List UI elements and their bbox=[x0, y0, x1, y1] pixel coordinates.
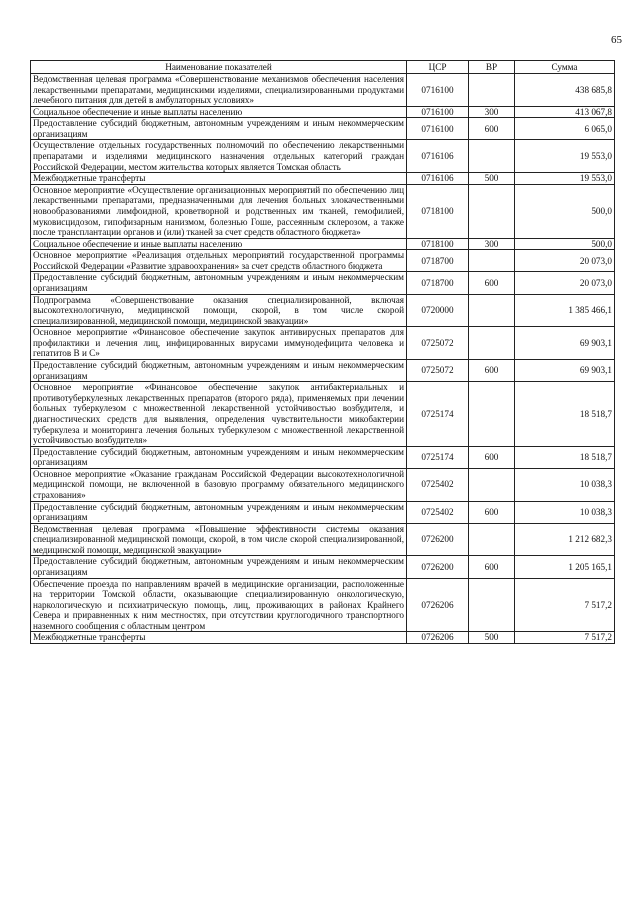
budget-table bbox=[30, 60, 615, 644]
table-row bbox=[31, 140, 615, 173]
row-sum: 1 212 682,3 bbox=[515, 523, 615, 556]
row-sum: 18 518,7 bbox=[515, 446, 615, 468]
row-name: Подпрограмма «Совершенствование оказания специализированной, включая высокотехнологичную, медицинской помощи, скорой, в том числе скорой специализированной, медицинской помощи, медицинской эвакуации» bbox=[31, 294, 407, 327]
row-sum: 413 067,8 bbox=[515, 106, 615, 118]
row-code: 0718100 bbox=[407, 238, 469, 250]
table-row bbox=[31, 118, 615, 140]
row-sum: 18 518,7 bbox=[515, 382, 615, 446]
table-row bbox=[31, 632, 615, 644]
row-code: 0725402 bbox=[407, 468, 469, 501]
row-vr: 500 bbox=[469, 173, 515, 185]
table-row bbox=[31, 272, 615, 294]
row-code: 0716100 bbox=[407, 118, 469, 140]
row-name: Основное мероприятие «Реализация отдельных мероприятий государственной программы Российской Федерации «Развитие здравоохранения» за счет средств областного бюджета bbox=[31, 250, 407, 272]
row-sum: 1 205 165,1 bbox=[515, 556, 615, 578]
row-name: Основное мероприятие «Осуществление организационных мероприятий по обеспечению лиц лекарственными препаратами, предназначенными для лечения больных злокачественными новообразованиями лимфоидной, кроветворной и родственных им тканей, гемофилией, муковисцидозом, гипофизарным нанизмом, болезнью Гоше, рассеянным склерозом, а также после трансплантации органов и (или) тканей за счет средств областного бюджета» bbox=[31, 184, 407, 238]
row-sum: 20 073,0 bbox=[515, 272, 615, 294]
row-name: Предоставление субсидий бюджетным, автономным учреждениям и иным некоммерческим организациям bbox=[31, 272, 407, 294]
row-code: 0725402 bbox=[407, 501, 469, 523]
row-code: 0726206 bbox=[407, 632, 469, 644]
row-vr: 500 bbox=[469, 632, 515, 644]
row-code: 0716100 bbox=[407, 106, 469, 118]
header-name: Наименование показателей bbox=[31, 61, 407, 74]
row-vr bbox=[469, 184, 515, 238]
table-row bbox=[31, 556, 615, 578]
row-code: 0716100 bbox=[407, 74, 469, 107]
table-row bbox=[31, 382, 615, 446]
table-row bbox=[31, 578, 615, 632]
row-sum: 500,0 bbox=[515, 238, 615, 250]
row-code: 0725174 bbox=[407, 446, 469, 468]
row-sum: 500,0 bbox=[515, 184, 615, 238]
table-row bbox=[31, 523, 615, 556]
row-code: 0725072 bbox=[407, 360, 469, 382]
row-code: 0716106 bbox=[407, 173, 469, 185]
table-header bbox=[31, 61, 615, 74]
row-code: 0720000 bbox=[407, 294, 469, 327]
table-row bbox=[31, 294, 615, 327]
table-row bbox=[31, 250, 615, 272]
table-row bbox=[31, 468, 615, 501]
row-name: Предоставление субсидий бюджетным, автономным учреждениям и иным некоммерческим организациям bbox=[31, 501, 407, 523]
page-number: 65 bbox=[611, 34, 622, 46]
row-name: Основное мероприятие «Финансовое обеспечение закупок антибактериальных и противотуберкулезных лекарственных препаратов (второго ряда), применяемых при лечении больных туберкулезом с множественной лекарственной устойчивостью возбудителя, и диагностических средств для выявления, определения чувствительности микобактерии туберкулеза и мониторинга лечения больных туберкулезом с множественной лекарственной устойчивостью возбудителя» bbox=[31, 382, 407, 446]
row-sum: 10 038,3 bbox=[515, 468, 615, 501]
table-row bbox=[31, 238, 615, 250]
row-vr bbox=[469, 523, 515, 556]
row-name: Межбюджетные трансферты bbox=[31, 173, 407, 185]
row-vr: 600 bbox=[469, 272, 515, 294]
table-row bbox=[31, 501, 615, 523]
table-body bbox=[31, 74, 615, 644]
row-name: Предоставление субсидий бюджетным, автономным учреждениям и иным некоммерческим организациям bbox=[31, 556, 407, 578]
row-name: Предоставление субсидий бюджетным, автономным учреждениям и иным некоммерческим организациям bbox=[31, 118, 407, 140]
table-row bbox=[31, 184, 615, 238]
row-vr bbox=[469, 382, 515, 446]
row-sum: 7 517,2 bbox=[515, 632, 615, 644]
row-vr bbox=[469, 327, 515, 360]
row-vr: 600 bbox=[469, 446, 515, 468]
header-sum: Сумма bbox=[515, 61, 615, 74]
row-name: Социальное обеспечение и иные выплаты населению bbox=[31, 238, 407, 250]
table-row bbox=[31, 173, 615, 185]
row-code: 0718100 bbox=[407, 184, 469, 238]
row-name: Обеспечение проезда по направлениям врачей в медицинские организации, расположенные на территории Томской области, оказывающие специализированную онкологическую, наркологическую и психиатрическую помощь, лиц, проживающих в районах Крайнего Севера и приравненных к ним местностях, при отсутствии круглогодичного транспортного наземного сообщения с областным центром bbox=[31, 578, 407, 632]
row-vr bbox=[469, 74, 515, 107]
row-sum: 19 553,0 bbox=[515, 140, 615, 173]
row-code: 0725072 bbox=[407, 327, 469, 360]
row-code: 0718700 bbox=[407, 250, 469, 272]
row-code: 0726206 bbox=[407, 578, 469, 632]
row-code: 0718700 bbox=[407, 272, 469, 294]
table-row bbox=[31, 327, 615, 360]
row-sum: 10 038,3 bbox=[515, 501, 615, 523]
header-row bbox=[31, 61, 615, 74]
row-sum: 20 073,0 bbox=[515, 250, 615, 272]
row-sum: 6 065,0 bbox=[515, 118, 615, 140]
row-name: Ведомственная целевая программа «Совершенствование механизмов обеспечения населения лекарственными препаратами, медицинскими изделиями, специализированными продуктами лечебного питания для детей в амбулаторных условиях» bbox=[31, 74, 407, 107]
row-sum: 7 517,2 bbox=[515, 578, 615, 632]
row-name: Ведомственная целевая программа «Повышение эффективности системы оказания специализированной медицинской помощи, скорой, в том числе скорой специализированной, медицинской помощи, медицинской эвакуации» bbox=[31, 523, 407, 556]
header-code: ЦСР bbox=[407, 61, 469, 74]
row-code: 0716106 bbox=[407, 140, 469, 173]
row-vr: 600 bbox=[469, 118, 515, 140]
table-row bbox=[31, 446, 615, 468]
row-sum: 19 553,0 bbox=[515, 173, 615, 185]
row-vr: 300 bbox=[469, 106, 515, 118]
row-code: 0726200 bbox=[407, 556, 469, 578]
header-vr: ВР bbox=[469, 61, 515, 74]
row-sum: 1 385 466,1 bbox=[515, 294, 615, 327]
row-name: Основное мероприятие «Финансовое обеспечение закупок антивирусных препаратов для профилактики и лечения лиц, инфицированных вирусами иммунодефицита человека и гепатитов В и С» bbox=[31, 327, 407, 360]
row-name: Осуществление отдельных государственных полномочий по обеспечению лекарственными препаратами и изделиями медицинского назначения отдельных категорий граждан Российской Федерации, местом жительства которых является Томская область bbox=[31, 140, 407, 173]
row-code: 0725174 bbox=[407, 382, 469, 446]
row-vr bbox=[469, 578, 515, 632]
row-vr bbox=[469, 250, 515, 272]
row-vr bbox=[469, 468, 515, 501]
row-sum: 438 685,8 bbox=[515, 74, 615, 107]
row-sum: 69 903,1 bbox=[515, 327, 615, 360]
table-row bbox=[31, 106, 615, 118]
row-code: 0726200 bbox=[407, 523, 469, 556]
row-vr: 600 bbox=[469, 501, 515, 523]
row-vr bbox=[469, 294, 515, 327]
table-row bbox=[31, 360, 615, 382]
table-row bbox=[31, 74, 615, 107]
row-vr: 300 bbox=[469, 238, 515, 250]
row-name: Социальное обеспечение и иные выплаты населению bbox=[31, 106, 407, 118]
row-vr bbox=[469, 140, 515, 173]
row-name: Основное мероприятие «Оказание гражданам Российской Федерации высокотехнологичной медицинской помощи, не включенной в базовую программу обязательного медицинского страхования» bbox=[31, 468, 407, 501]
row-name: Межбюджетные трансферты bbox=[31, 632, 407, 644]
row-vr: 600 bbox=[469, 360, 515, 382]
row-name: Предоставление субсидий бюджетным, автономным учреждениям и иным некоммерческим организациям bbox=[31, 360, 407, 382]
row-vr: 600 bbox=[469, 556, 515, 578]
row-name: Предоставление субсидий бюджетным, автономным учреждениям и иным некоммерческим организациям bbox=[31, 446, 407, 468]
row-sum: 69 903,1 bbox=[515, 360, 615, 382]
